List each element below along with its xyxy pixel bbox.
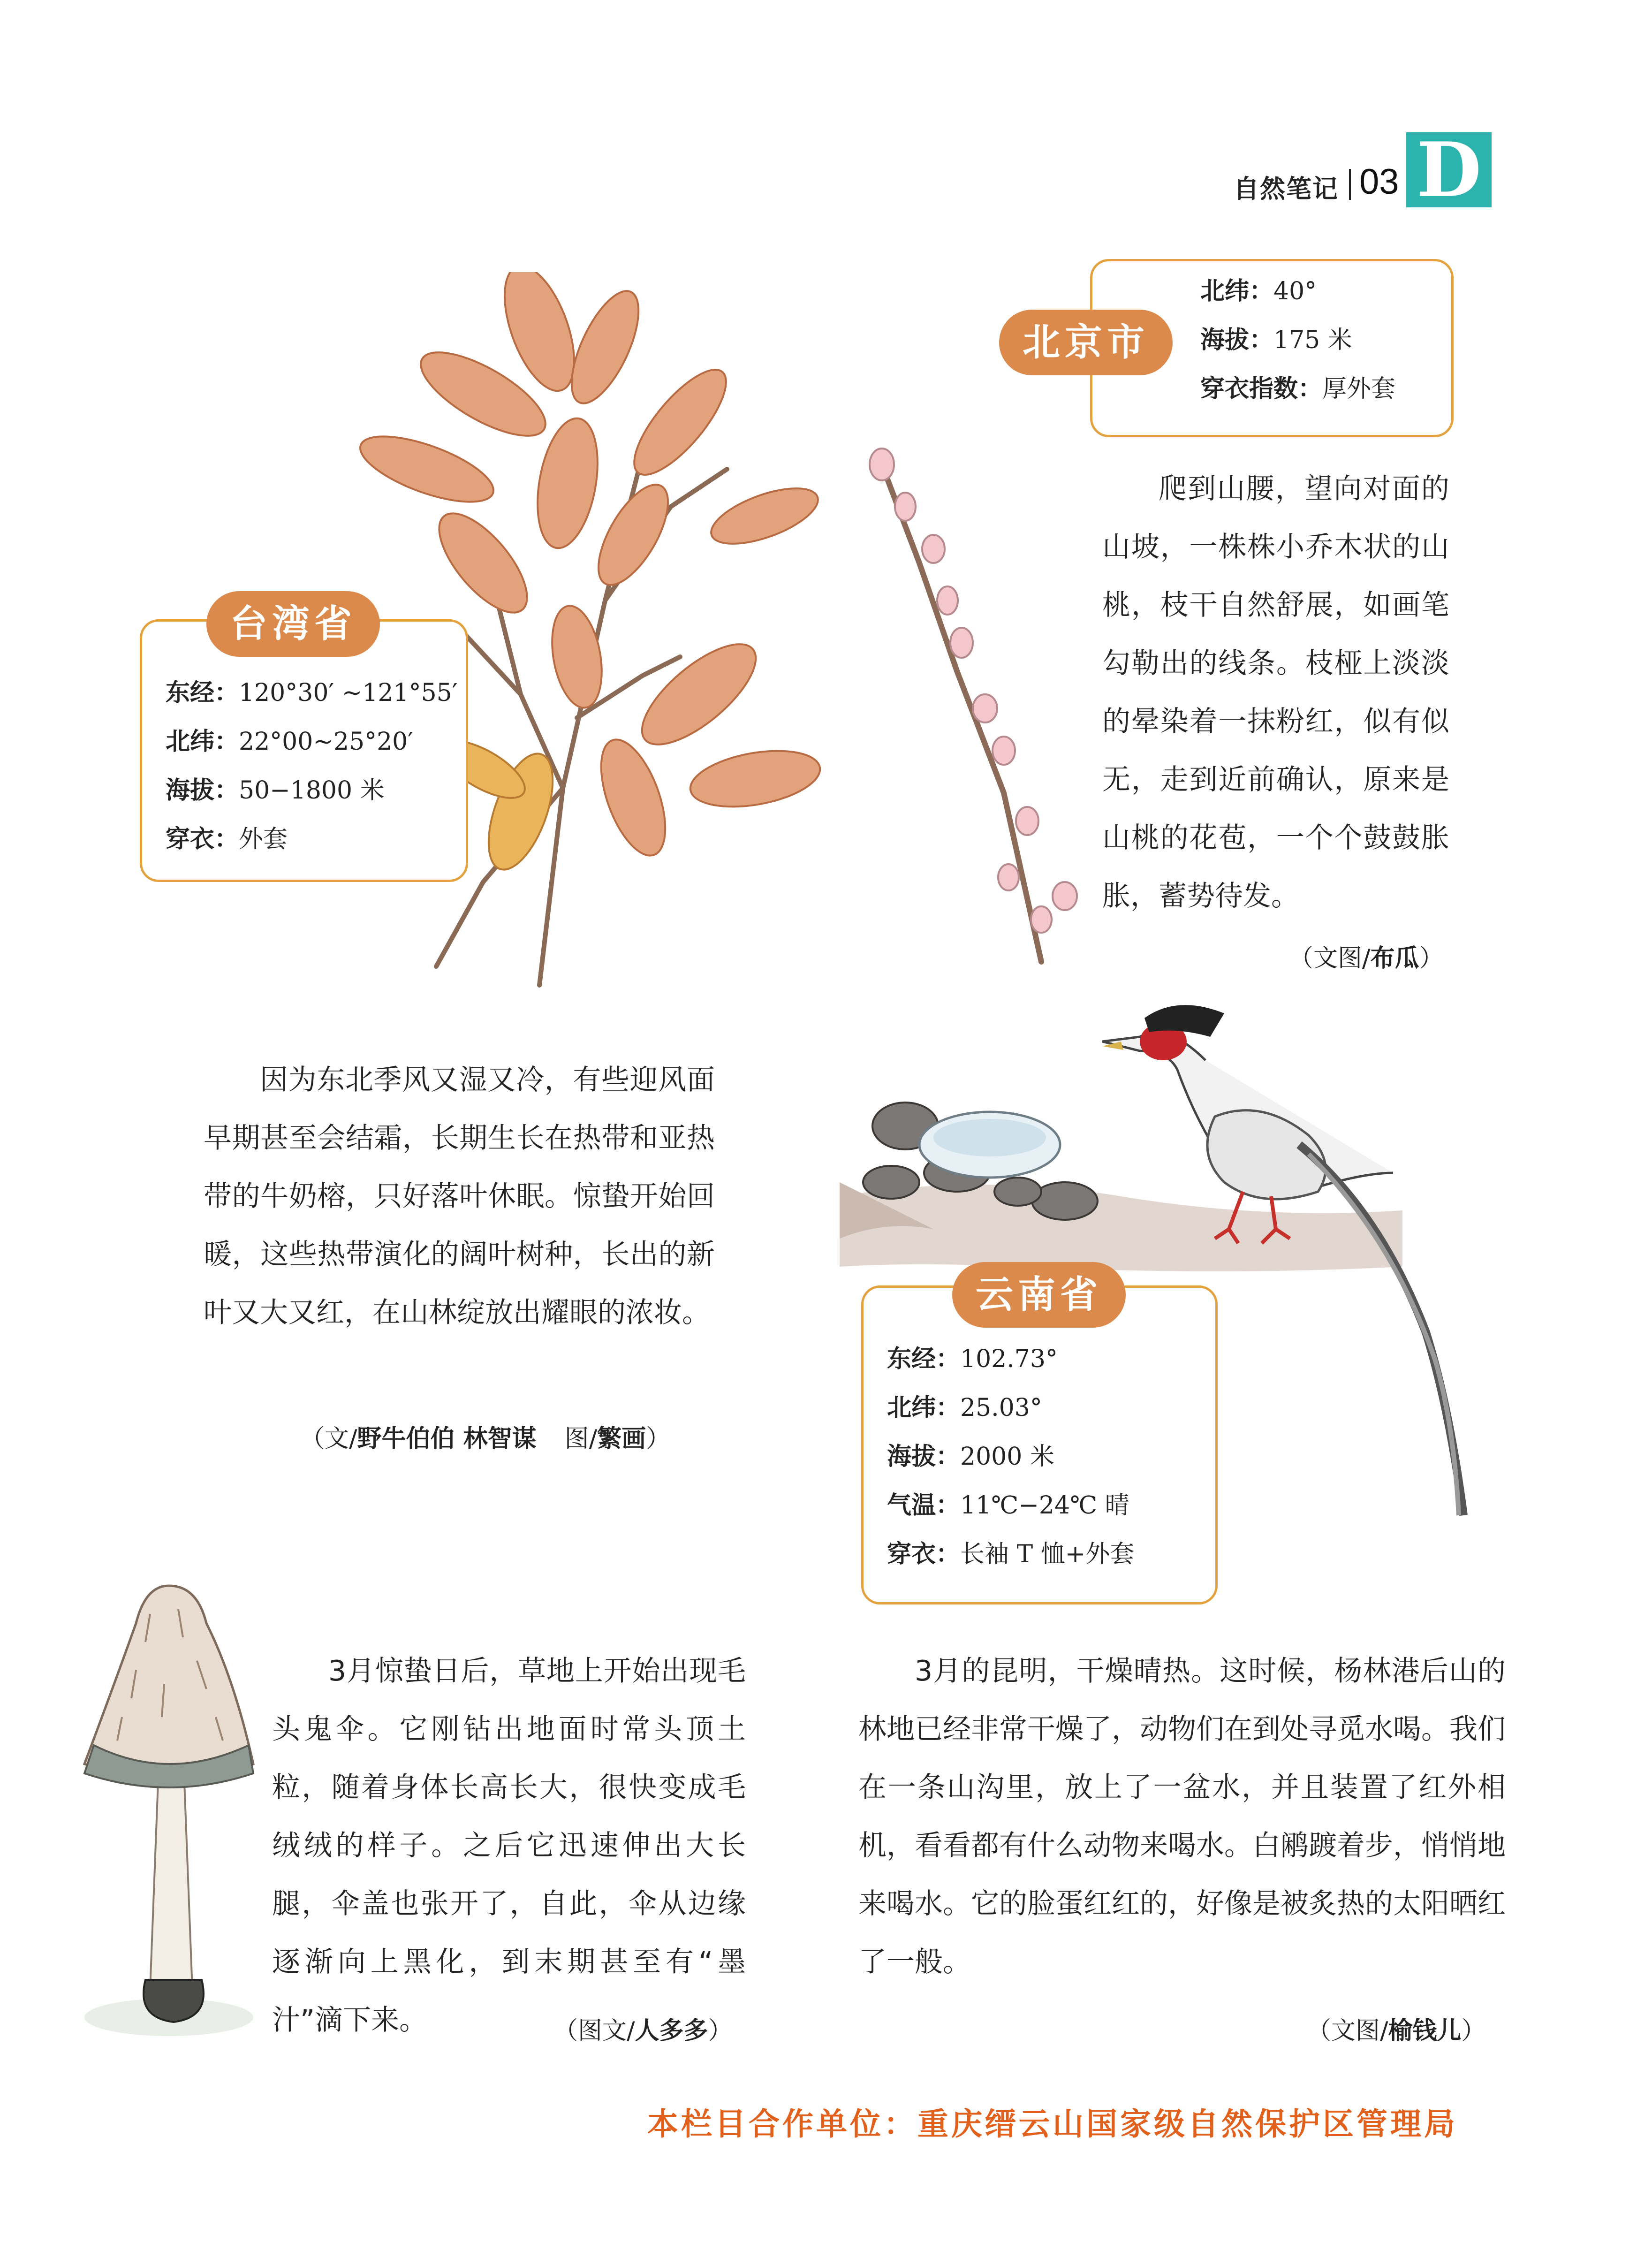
- yunnan-info-box: [861, 1285, 1218, 1604]
- beijing-paragraph: 爬到山腰，望向对面的山坡，一株株小乔木状的山桃，枝干自然舒展，如画笔勾勒出的线条。枝桠上淡淡的晕染着一抹粉红，似有似无，走到近前确认，原来是山桃的花苞，一个个鼓鼓胀胀，蓄势待发。: [1102, 472, 1449, 912]
- taiwan-longitude: 东经：120°30′ ~121°55′: [166, 679, 458, 707]
- beijing-clothing: 穿衣指数：厚外套: [1200, 375, 1396, 403]
- taiwan-paragraph: 因为东北季风又湿又冷，有些迎风面早期甚至会结霜，长期生长在热带和亚热带的牛奶榕，只好落叶休眠。惊蛰开始回暖，这些热带演化的阔叶树种，长出的新叶又大又红，在山林绽放出耀眼的浓妆。: [204, 1064, 715, 1329]
- taiwan-altitude: 海拔：50−1800 米: [166, 776, 385, 805]
- yunnan-altitude: 海拔：2000 米: [887, 1443, 1054, 1471]
- peach-twig-illustration: [863, 446, 1088, 971]
- section-badge: [1406, 126, 1492, 214]
- beijing-altitude: 海拔：175 米: [1200, 326, 1352, 354]
- yunnan-clothing: 穿衣：长袖 T 恤+外套: [887, 1540, 1135, 1568]
- mushroom-credit: （图文/人多多）: [553, 2017, 733, 2045]
- taiwan-clothing: 穿衣：外套: [166, 825, 288, 853]
- yunnan-label: 云南省: [952, 1262, 1126, 1328]
- header-divider: [1349, 169, 1351, 200]
- beijing-info-rows: [1200, 267, 1395, 413]
- taiwan-info-box: [140, 619, 468, 882]
- taiwan-info-rows: [166, 669, 458, 864]
- section-badge-letter: D: [1416, 126, 1482, 214]
- section-title: 自然笔记: [1234, 174, 1339, 204]
- partner-credit-footer: 本栏目合作单位：重庆缙云山国家级自然保护区管理局: [647, 2106, 1458, 2142]
- beijing-latitude: 北纬：40°: [1200, 277, 1317, 305]
- taiwan-latitude: 北纬：22°00~25°20′: [166, 728, 414, 756]
- beijing-credit: （文图/布瓜）: [1289, 944, 1444, 973]
- shaggy-mane-mushroom-illustration: [66, 1567, 291, 2045]
- taiwan-label: 台湾省: [206, 591, 380, 657]
- yunnan-info-rows: [887, 1335, 1134, 1579]
- yunnan-temperature: 气温：11℃−24℃ 晴: [887, 1491, 1129, 1520]
- yunnan-paragraph: 3月的昆明，干燥晴热。这时候，杨林港后山的林地已经非常干燥了，动物们在到处寻觅水喝。我们在一条山沟里，放上了一盆水，并且装置了红外相机，看看都有什么动物来喝水。白鹇踱着步，悄悄地来喝水。它的脸蛋红红的，好像是被炙热的太阳晒红了一般。: [858, 1655, 1506, 1978]
- yunnan-credit: （文图/榆钱儿）: [1307, 2017, 1486, 2045]
- beijing-label: 北京市: [999, 310, 1173, 375]
- yunnan-longitude: 东经：102.73°: [887, 1345, 1058, 1373]
- mushroom-paragraph: 3月惊蛰日后，草地上开始出现毛头鬼伞。它刚钻出地面时常头顶土粒，随着身体长高长大，很快变成毛绒绒的样子。之后它迅速伸出大长腿，伞盖也张开了，自此，伞从边缘逐渐向上黑化，到末期甚至有“墨汁”滴下来。: [272, 1655, 746, 2037]
- yunnan-latitude: 北纬：25.03°: [887, 1394, 1042, 1422]
- taiwan-credit: （文/野牛伯伯 林智谋 图/繁画）: [300, 1425, 671, 1453]
- page-number: 03: [1359, 162, 1399, 202]
